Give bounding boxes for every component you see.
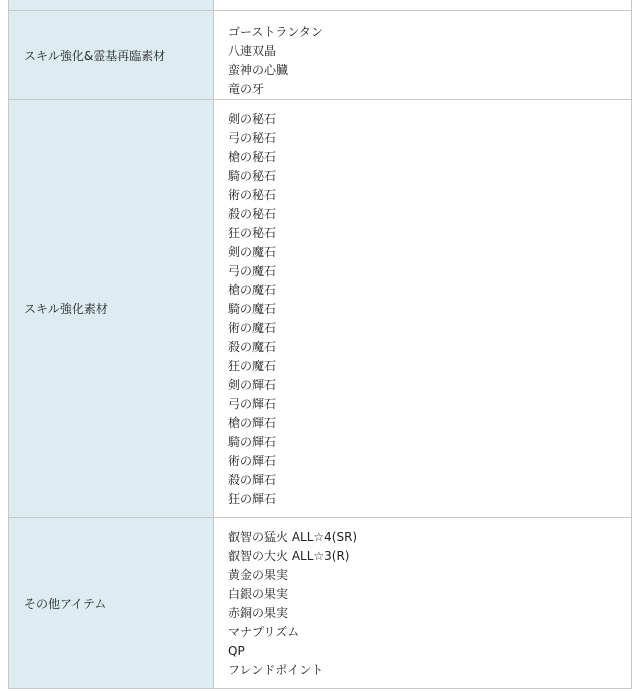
table-row xyxy=(9,100,632,518)
materials-table xyxy=(8,0,632,689)
list-item: 術の輝石 xyxy=(228,454,277,468)
list-item: QP xyxy=(228,644,245,658)
list-item: 騎の魔石 xyxy=(228,302,277,316)
row-items xyxy=(214,100,632,518)
list-item: 蛮神の心臓 xyxy=(228,63,289,77)
list-item: 槍の輝石 xyxy=(228,416,277,430)
list-item: 殺の魔石 xyxy=(228,340,277,354)
list-item: 狂の輝石 xyxy=(228,492,277,506)
row-header-blank xyxy=(9,0,214,11)
row-header: スキル強化&霊基再臨素材 xyxy=(9,11,214,100)
list-item: 殺の秘石 xyxy=(228,207,277,221)
list-item: 狂の秘石 xyxy=(228,226,277,240)
list-item: 弓の魔石 xyxy=(228,264,277,278)
row-header: その他アイテム xyxy=(9,518,214,689)
list-item: 剣の輝石 xyxy=(228,378,277,392)
list-item: 弓の輝石 xyxy=(228,397,277,411)
list-item: 槍の秘石 xyxy=(228,150,277,164)
table-row-top xyxy=(9,0,632,11)
row-body-blank xyxy=(214,0,632,11)
list-item: 弓の秘石 xyxy=(228,131,277,145)
list-item: 黄金の果実 xyxy=(228,568,289,582)
list-item: 槍の魔石 xyxy=(228,283,277,297)
table-row xyxy=(9,11,632,100)
list-item: 剣の秘石 xyxy=(228,112,277,126)
list-item: 剣の魔石 xyxy=(228,245,277,259)
row-header: スキル強化素材 xyxy=(9,100,214,518)
list-item: 狂の魔石 xyxy=(228,359,277,373)
list-item: フレンドポイント xyxy=(228,663,324,677)
list-item: 騎の秘石 xyxy=(228,169,277,183)
list-item: 術の秘石 xyxy=(228,188,277,202)
list-item: 叡智の猛火 ALL☆4(SR) xyxy=(228,530,358,544)
list-item: 騎の輝石 xyxy=(228,435,277,449)
list-item: 八連双晶 xyxy=(228,44,277,58)
list-item: 殺の輝石 xyxy=(228,473,277,487)
list-item: 竜の牙 xyxy=(228,82,265,96)
row-items xyxy=(214,518,632,689)
list-item: ゴーストランタン xyxy=(228,25,323,39)
table-row xyxy=(9,518,632,689)
list-item: 赤銅の果実 xyxy=(228,606,289,620)
list-item: マナプリズム xyxy=(228,625,300,639)
list-item: 術の魔石 xyxy=(228,321,277,335)
list-item: 白銀の果実 xyxy=(228,587,289,601)
list-item: 叡智の大火 ALL☆3(R) xyxy=(228,549,350,563)
row-items xyxy=(214,11,632,100)
